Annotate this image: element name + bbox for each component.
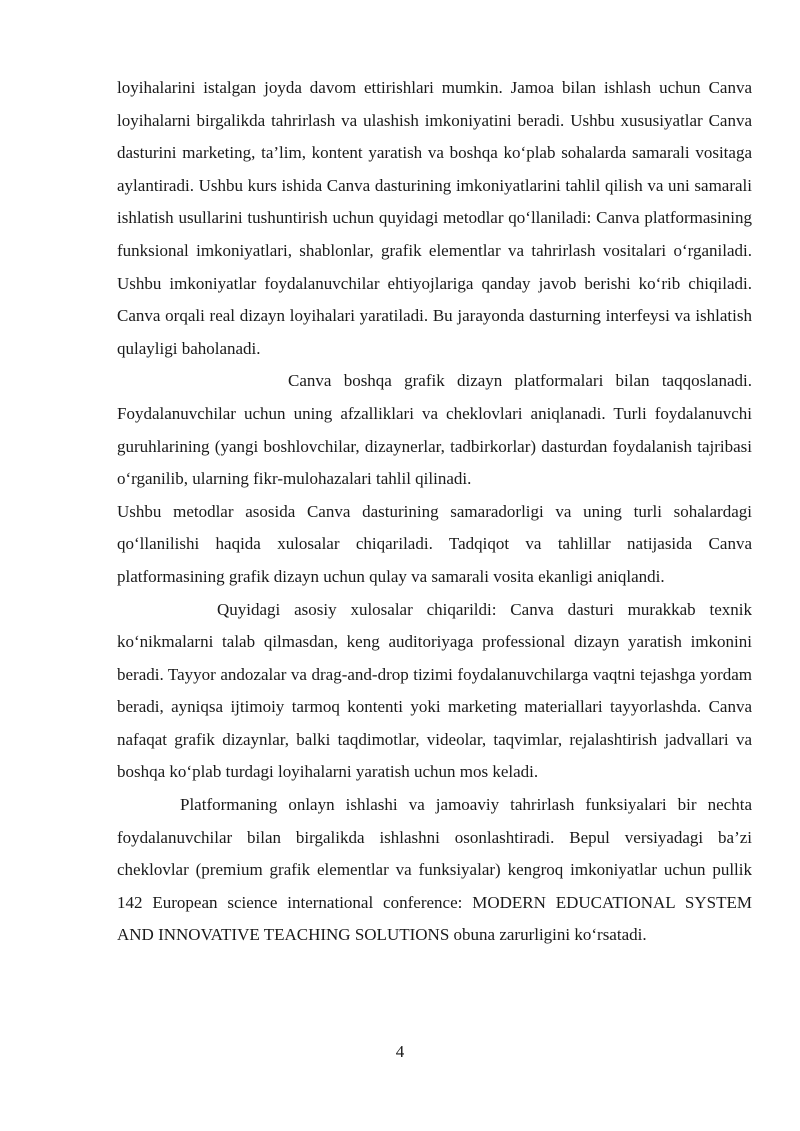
paragraph-comparison: Canva boshqa grafik dizayn platformalari bilan taqqoslanadi. Foydalanuvchilar uchun uning afzalliklari va cheklovlari aniqlanadi. Turli foydalanuvchi guruhlarining (yangi boshlovchilar, dizaynerlar, tadbirkorlar) dasturdan foydalanish tajribasi o‘rganilib, ularning fikr-mulohazalari tahlil qilinadi. <box>117 371 752 489</box>
body-text <box>117 72 752 952</box>
page-number: 4 <box>395 1042 405 1061</box>
paragraph-methods-conclusion: Ushbu metodlar asosida Canva dasturining samaradorligi va uning turli sohalardagi qo‘llanilishi haqida xulosalar chiqariladi. Tadqiqot va tahlillar natijasida Canva platformasining grafik dizayn uchun qulay va samarali vosita ekanligi aniqlandi. <box>117 501 752 586</box>
paragraph-platform-online: Platformaning onlayn ishlashi va jamoaviy tahrirlash funksiyalari bir nechta foydalanuvchilar bilan birgalikda ishlashni osonlashtiradi. Bepul versiyadagi ba’zi cheklovlar (premium grafik elementlar va funksiyalar) kengroq imkoniyatlar uchun pullik 142 European science international conference: MODERN EDUCATIONAL SYSTEM AND INNOVATIVE TEACHING SOLUTIONS obuna zarurligini ko‘rsatadi. <box>117 795 752 945</box>
paragraph-continued: loyihalarini istalgan joyda davom ettirishlari mumkin. Jamoa bilan ishlash uchun Canva loyihalarni birgalikda tahrirlash va ulashish imkoniyatini beradi. Ushbu xususiyatlar Canva dasturini marketing, ta’lim, kontent yaratish va boshqa ko‘plab sohalarda samarali vositaga aylantiradi. Ushbu kurs ishida Canva dasturining imkoniyatlarini tahlil qilish va uni samarali ishlatish usullarini tushuntirish uchun quyidagi metodlar qo‘llaniladi: Canva platformasining funksional imkoniyatlari, shablonlar, grafik elementlar va tahrirlash vositalari o‘rganiladi. Ushbu imkoniyatlar foydalanuvchilar ehtiyojlariga qanday javob berishi ko‘rib chiqiladi. Canva orqali real dizayn loyihalari yaratiladi. Bu jarayonda dasturning interfeysi va ishlatish qulayligi baholanadi. <box>117 78 752 358</box>
paragraph-main-conclusions: Quyidagi asosiy xulosalar chiqarildi: Canva dasturi murakkab texnik ko‘nikmalarni talab qilmasdan, keng auditoriyaga professional dizayn yaratish imkonini beradi. Tayyor andozalar va drag-and-drop tizimi foydalanuvchilarga vaqtni tejashga yordam beradi, ayniqsa ijtimoiy tarmoq kontenti yoki marketing materiallari tayyorlashda. Canva nafaqat grafik dizaynlar, balki taqdimotlar, videolar, taqvimlar, rejalashtirish jadvallari va boshqa ko‘plab turdagi loyihalarni yaratish uchun mos keladi. <box>117 599 752 782</box>
